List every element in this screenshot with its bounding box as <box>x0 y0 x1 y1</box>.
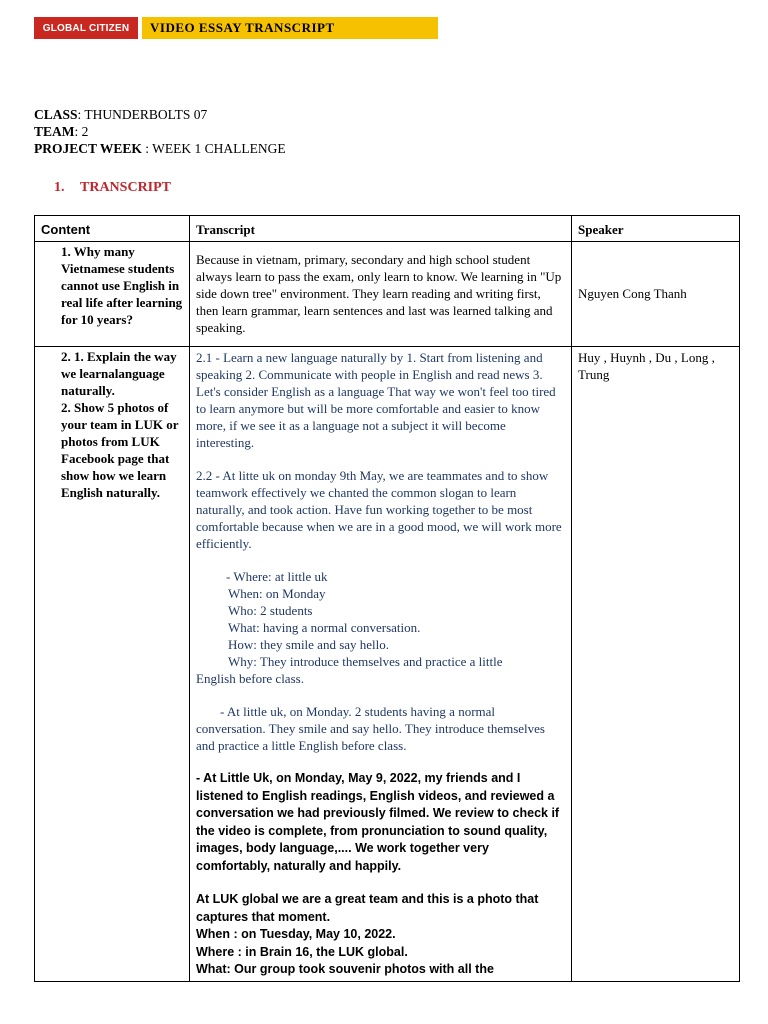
task-one-text: 2. 1. Explain the way we learnalanguage naturally. <box>61 349 177 398</box>
speaker-cell <box>572 242 740 347</box>
section-number: 1. <box>54 180 65 195</box>
document-header <box>34 17 438 39</box>
transcript-para-1: 2.1 - Learn a new language naturally by 1. Start from listening and speaking 2. Communicate with people in English and read news 3. Let's consider English as a language That way we won't feel too tired to learn anymore but will be more comfortable and easier to know more, if we see it as a language not a subject it will become interesting. <box>196 350 556 450</box>
where-line: - Where: at little uk <box>226 569 328 584</box>
why-line-cont: English before class. <box>196 671 304 686</box>
transcript-cell <box>190 347 572 982</box>
class-label: CLASS <box>34 107 78 122</box>
transcript-cell <box>190 242 572 347</box>
column-header-speaker: Speaker <box>572 216 740 242</box>
table-header-row <box>35 216 740 242</box>
transcript-para-6: When : on Tuesday, May 10, 2022. <box>196 927 396 941</box>
transcript-para-4: - At Little Uk, on Monday, May 9, 2022, my friends and I listened to English readings, English videos, and reviewed a conversation we had previously filmed. We review to check if the video is complete, from pronunciation to sound quality, images, body language,.... We work together very comfortably, naturally and happily. <box>196 771 560 873</box>
content-cell <box>35 242 190 347</box>
transcript-para-5: At LUK global we are a great team and this is a photo that captures that moment. <box>196 892 539 924</box>
transcript-para-8: What: Our group took souvenir photos with all the <box>196 962 494 976</box>
when-line: When: on Monday <box>228 586 326 601</box>
class-line <box>34 106 286 123</box>
class-info <box>34 106 286 157</box>
column-header-transcript: Transcript <box>190 216 572 242</box>
week-value: : WEEK 1 CHALLENGE <box>141 141 286 156</box>
transcript-text: Because in vietnam, primary, secondary and high school student always learn to pass the exam, only learn to know. We learning in "Up side down tree" environment. They learn reading and writing first, then learn grammar, learn sentences and last was learned talking and speaking. <box>196 252 562 335</box>
section-title: TRANSCRIPT <box>80 180 172 195</box>
what-line: What: having a normal conversation. <box>228 620 421 635</box>
team-value: : 2 <box>74 124 89 139</box>
question-text: 1. Why many Vietnamese students cannot use English in real life after learning for 10 years? <box>61 244 183 327</box>
task-two-text: 2. Show 5 photos of your team in LUK or photos from LUK Facebook page that show how we learn English naturally. <box>61 400 179 500</box>
class-value: : THUNDERBOLTS 07 <box>77 107 208 122</box>
speaker-names: Huy , Huynh , Du , Long , Trung <box>578 350 715 382</box>
column-header-content: Content <box>35 216 190 242</box>
speaker-cell <box>572 347 740 982</box>
team-line <box>34 123 286 140</box>
transcript-para-7: Where : in Brain 16, the LUK global. <box>196 944 408 959</box>
content-cell <box>35 347 190 982</box>
table-row <box>35 347 740 982</box>
speaker-name: Nguyen Cong Thanh <box>578 286 687 301</box>
week-label: PROJECT WEEK <box>34 141 142 156</box>
team-label: TEAM <box>34 124 75 139</box>
week-line <box>34 140 286 157</box>
who-line: Who: 2 students <box>228 603 313 618</box>
transcript-para-2: 2.2 - At litte uk on monday 9th May, we are teammates and to show teamwork effectively we chanted the common slogan to learn naturally, and took action. Have fun working together to be most comfortable because when we are in a good mood, we will work more efficiently. <box>196 468 562 551</box>
why-line: Why: They introduce themselves and practice a little <box>228 654 503 669</box>
brand-label: GLOBAL CITIZEN <box>34 17 138 39</box>
transcript-para-3: - At little uk, on Monday. 2 students having a normal conversation. They smile and say hello. They introduce themselves and practice a little English before class. <box>196 704 545 753</box>
how-line: How: they smile and say hello. <box>228 637 390 652</box>
table-row <box>35 242 740 347</box>
document-title: VIDEO ESSAY TRANSCRIPT <box>142 17 438 39</box>
transcript-table <box>34 215 740 982</box>
section-heading <box>54 180 171 196</box>
